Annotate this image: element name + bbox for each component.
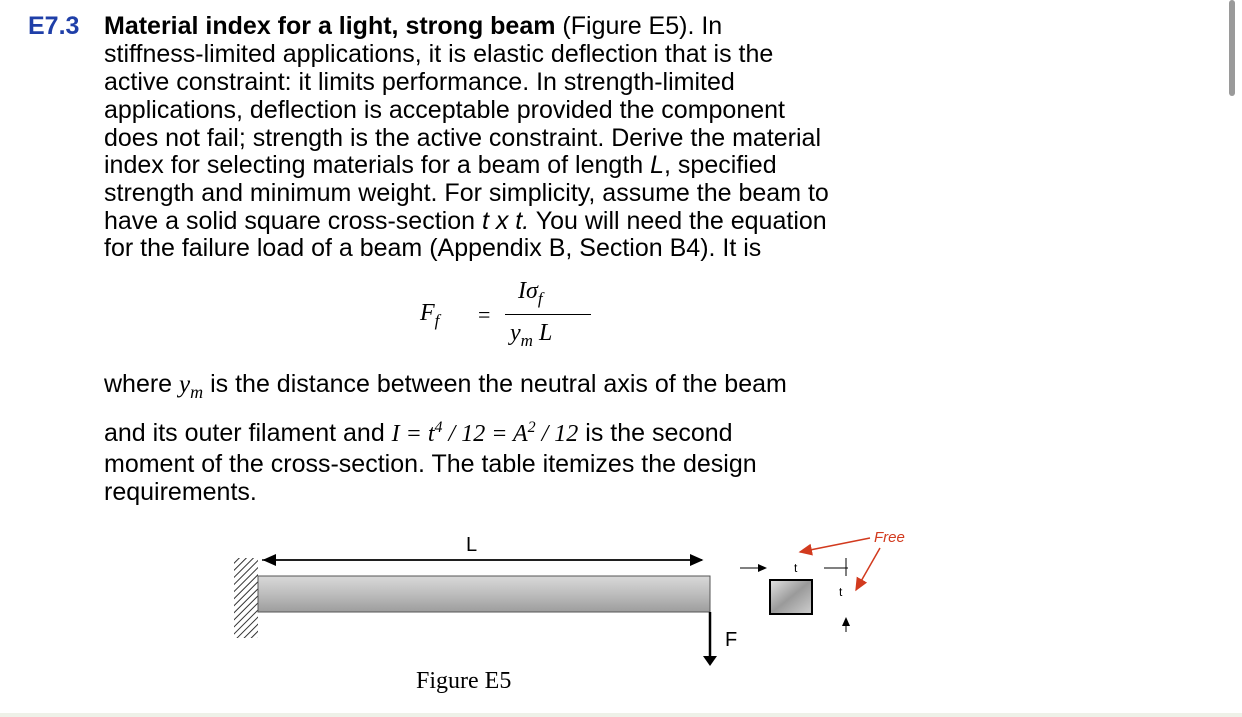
text-line-1: stiffness-limited applications, it is elastic deflection that is the: [104, 40, 774, 68]
equation-numerator-sub: f: [537, 288, 543, 308]
free-label: Free: [874, 529, 905, 546]
free-arrow-1: [800, 538, 870, 552]
equation-denominator: [510, 320, 552, 351]
inertia-eq1: = t: [399, 421, 435, 447]
text-line-5-b: , specified: [664, 151, 777, 179]
free-arrow-2: [856, 548, 880, 590]
scrollbar[interactable]: [1229, 0, 1235, 96]
where-line-1: [104, 370, 787, 406]
problem-number: E7.3: [28, 12, 80, 40]
equation-lhs-F: F: [420, 300, 435, 326]
problem-title: Material index for a light, strong beam: [104, 12, 556, 40]
equation-den-sub: m: [520, 330, 533, 350]
text-line-7-a: have a solid square cross-section: [104, 207, 482, 235]
equation-den-L: L: [538, 320, 553, 346]
equation-numerator-text: Iσ: [518, 278, 538, 304]
equation-numerator: [518, 278, 543, 309]
t-label-side: t: [839, 585, 843, 599]
problem-title-line: [104, 12, 722, 40]
fraction-bar: [505, 314, 591, 315]
where-line-4: requirements.: [104, 478, 257, 506]
equation-lhs-sub: f: [434, 310, 440, 330]
inertia-eq2: / 12 = A: [442, 421, 528, 447]
force-label: F: [725, 629, 738, 651]
inertia-sup2: 2: [527, 419, 536, 436]
ym-y: y: [179, 371, 191, 398]
cross-section-square: [770, 580, 812, 614]
cross-section-symbol: t x t.: [481, 207, 530, 235]
text-line-8: for the failure load of a beam (Appendix B, Section B4). It is: [104, 234, 762, 262]
inertia-eq3: / 12: [535, 421, 579, 447]
text-line-7: [104, 207, 827, 235]
equation-den-y: y: [510, 320, 521, 346]
beam: [258, 576, 710, 612]
where-a: where: [104, 370, 180, 398]
inertia-sup4: 4: [434, 419, 443, 436]
where-d: is the second: [578, 419, 733, 447]
where-b: is the distance between the neutral axis of the beam: [203, 370, 787, 398]
inertia-I: I: [391, 421, 400, 447]
text-line-5: [104, 151, 777, 179]
wall-support: [234, 558, 258, 638]
force-arrow-head: [703, 656, 717, 666]
text-line-3: applications, deflection is acceptable provided the component: [104, 96, 785, 124]
text-line-2: active constraint: it limits performance. In strength-limited: [104, 68, 735, 96]
inertia-expression: [392, 421, 579, 447]
text-line-7-b: You will need the equation: [529, 207, 827, 235]
where-line-3: moment of the cross-section. The table itemizes the design: [104, 450, 757, 478]
where-c: and its outer filament and: [104, 419, 392, 447]
bottom-strip: [0, 713, 1242, 717]
figure-e5: [220, 520, 940, 710]
text-line-4: does not fail; strength is the active constraint. Derive the material: [104, 124, 822, 152]
ym-sub: m: [190, 382, 204, 402]
figure-caption: Figure E5: [416, 668, 512, 694]
length-label: L: [466, 534, 478, 556]
length-symbol: L: [650, 151, 665, 179]
text-line-5-a: index for selecting materials for a beam of length: [104, 151, 651, 179]
t-label-top: t: [794, 561, 798, 575]
problem-title-suffix: (Figure E5). In: [555, 12, 723, 40]
ym-symbol: [179, 371, 204, 402]
where-line-2: [104, 414, 733, 448]
equation-lhs: [420, 300, 439, 331]
text-line-6: strength and minimum weight. For simplicity, assume the beam to: [104, 179, 829, 207]
equation-equals: =: [478, 302, 491, 327]
